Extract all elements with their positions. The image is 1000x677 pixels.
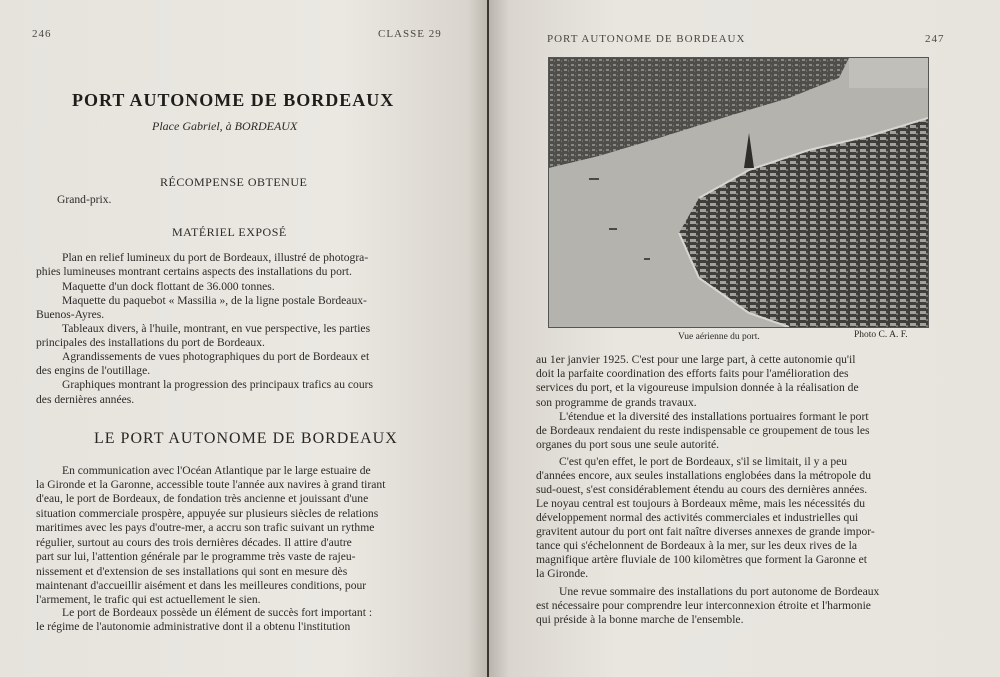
body-line: nissement et d'extension de ses installations qui sont en mesure dès <box>36 565 348 578</box>
materiel-heading: MATÉRIEL EXPOSÉ <box>172 225 287 239</box>
body-line: qui préside à la bonne marche de l'ensemble. <box>536 613 744 626</box>
materiel-line: Agrandissements de vues photographiques du port de Bordeaux et <box>62 350 370 363</box>
body-line: développement normal des activités commerciales et industrielles qui <box>536 511 859 524</box>
materiel-line: phies lumineuses montrant certains aspects des installations du port. <box>36 265 352 278</box>
body-line: est nécessaire pour comprendre leur interconnexion étroite et l'harmonie <box>536 599 871 612</box>
materiel-line: Tableaux divers, à l'huile, montrant, en vue perspective, les parties <box>62 322 371 335</box>
award-heading: RÉCOMPENSE OBTENUE <box>160 175 308 189</box>
body-line: doit la parfaite coordination des efforts faits pour l'amélioration des <box>536 367 849 380</box>
section-title: LE PORT AUTONOME DE BORDEAUX <box>94 430 398 447</box>
body-line: d'eau, le port de Bordeaux, de fondation très ancienne et jouissant d'une <box>36 492 369 505</box>
body-line: d'années encore, aux seules installations englobées dans la métropole du <box>536 469 871 482</box>
body-line: L'étendue et la diversité des installations portuaires formant le port <box>559 410 869 423</box>
page-title: PORT AUTONOME DE BORDEAUX <box>72 90 395 110</box>
body-line: Le port de Bordeaux possède un élément de succès fort important : <box>62 606 373 619</box>
body-line: au 1er janvier 1925. C'est pour une large part, à cette autonomie qu'il <box>536 353 856 366</box>
materiel-line: Graphiques montrant la progression des principaux trafics au cours <box>62 378 374 391</box>
materiel-line: Buenos-Ayres. <box>36 308 105 321</box>
body-line: tance qui s'échelonnent de Bordeaux à la mer, sur les deux rives de la <box>536 539 857 552</box>
right-running-head: PORT AUTONOME DE BORDEAUX <box>547 33 746 45</box>
materiel-line: principales des installations du port de Bordeaux. <box>36 336 265 349</box>
left-running-head: CLASSE 29 <box>378 28 442 40</box>
body-line: En communication avec l'Océan Atlantique par le large estuaire de <box>62 464 371 477</box>
body-line: Le noyau central est toujours à Bordeaux même, mais les nécessités du <box>536 497 866 510</box>
body-line: de Bordeaux rendaient du reste indispensable ce groupement de tous les <box>536 424 870 437</box>
materiel-line: Maquette du paquebot « Massilia », de la ligne postale Bordeaux- <box>62 294 367 307</box>
body-line: son programme de grands travaux. <box>536 396 697 409</box>
body-line: maintenant d'accueillir aisément et dans les meilleures conditions, pour <box>36 579 367 592</box>
body-line: organes du port sous une seule autorité. <box>536 438 719 451</box>
body-line: maritimes avec les pays d'outre-mer, a accru son trafic suivant un rythme <box>36 521 375 534</box>
materiel-line: des dernières années. <box>36 393 135 406</box>
photo-caption: Vue aérienne du port. <box>678 332 760 342</box>
award-text: Grand-prix. <box>57 193 112 206</box>
body-line: services du port, et la vigoureuse impulsion donnée à la réalisation de <box>536 381 859 394</box>
body-line: magnifique artère fluviale de 100 kilomètres que forment la Garonne et <box>536 553 867 566</box>
body-line: sud-ouest, s'est considérablement étendu au cours des dernières années. <box>536 483 868 496</box>
materiel-line: des engins de l'outillage. <box>36 364 151 377</box>
page-subtitle: Place Gabriel, à BORDEAUX <box>152 119 298 133</box>
left-page <box>0 0 487 677</box>
body-line: régulier, surtout au cours des trois dernières décades. Il attire d'autre <box>36 536 352 549</box>
aerial-port-photo <box>548 57 929 328</box>
photo-credit: Photo C. A. F. <box>854 330 908 340</box>
right-page-number: 247 <box>925 33 945 45</box>
body-line: l'armement, le trafic qui est actuellement le sien. <box>36 593 261 606</box>
body-line: le régime de l'autonomie administrative dont il a obtenu l'institution <box>36 620 351 633</box>
body-line: situation commerciale prospère, appuyée sur plusieurs siècles de relations <box>36 507 379 520</box>
body-line: Une revue sommaire des installations du port autonome de Bordeaux <box>559 585 880 598</box>
left-page-number: 246 <box>32 28 52 40</box>
body-line: part sur lui, l'attention générale par le programme très vaste de rajeu- <box>36 550 356 563</box>
materiel-line: Plan en relief lumineux du port de Bordeaux, illustré de photogra- <box>62 251 369 264</box>
body-line: gravitent autour du port ont fait naître diverses annexes de grande impor- <box>536 525 875 538</box>
body-line: la Gironde. <box>536 567 589 580</box>
body-line: C'est qu'en effet, le port de Bordeaux, s'il se limitait, il y a peu <box>559 455 848 468</box>
materiel-line: Maquette d'un dock flottant de 36.000 tonnes. <box>62 280 275 293</box>
body-line: la Gironde et la Garonne, accessible toute l'année aux navires à grand tirant <box>36 478 386 491</box>
